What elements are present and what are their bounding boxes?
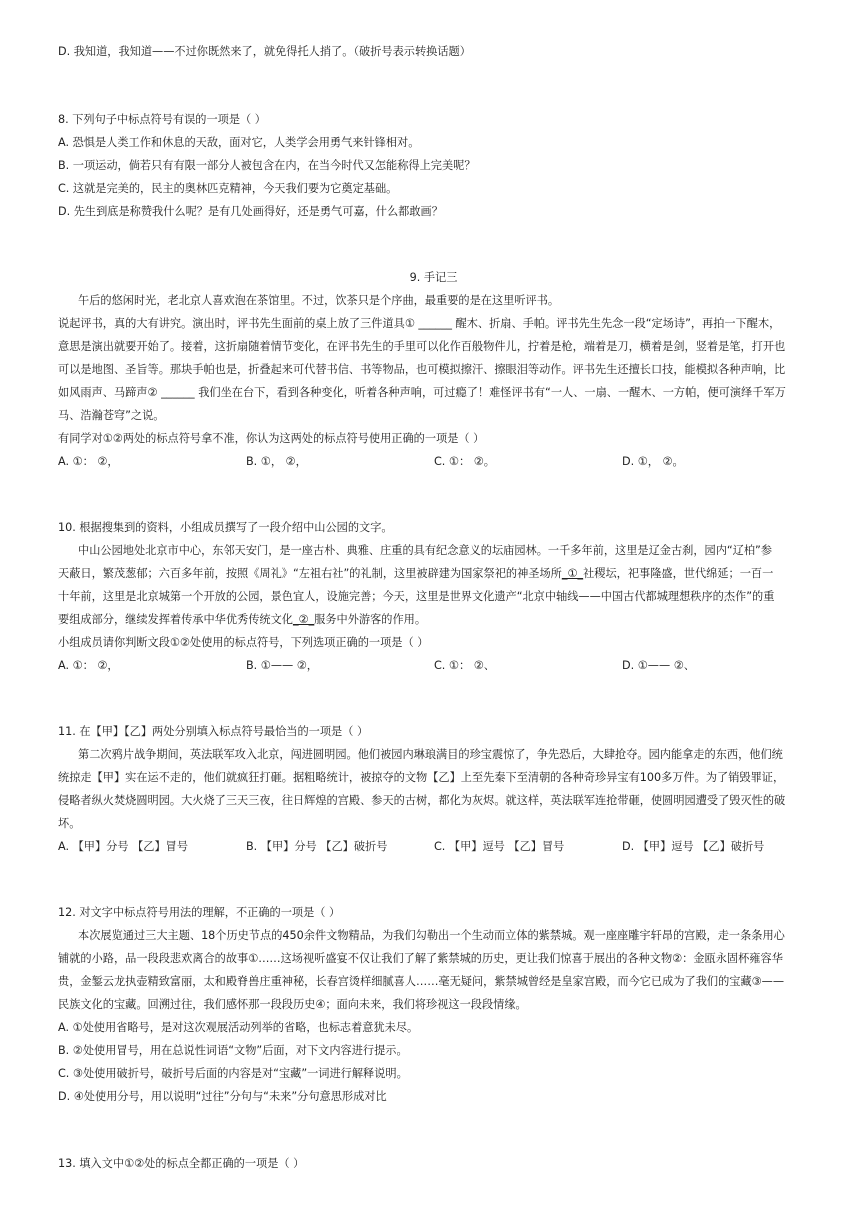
q11-stem: 11. 在【甲】【乙】两处分别填入标点符号最恰当的一项是（ ） — [58, 725, 369, 738]
q8-option-c: C. 这就是完美的，民主的奥林匹克精神，今天我们要为它奠定基础。 — [58, 182, 398, 195]
q11-passage-line-3: 侵略者纵火焚烧圆明园。大火烧了三天三夜，往日辉煌的宫殿、参天的古树，都化为灰烬。就这样，英法联军连抢带砸，使圆明园遭受了毁灭性的破 — [58, 794, 786, 807]
q10-passage-line-4-text-b: 服务中外游客的作用。 — [314, 613, 427, 626]
q12-stem: 12. 对文字中标点符号用法的理解，不正确的一项是（ ） — [58, 906, 341, 919]
q9-option-c: C. ①： ②。 — [434, 455, 495, 468]
q9-paragraph-2-line-4: 如风雨声、马蹄声② ______ 我们坐在台下，看到各种变化，听着各种声响，可过瘾了！难怪评书有“一人、一扇、一醒木、一方帕，便可演绎千军万 — [58, 386, 786, 399]
q12-option-a: A. ①处使用省略号，是对这次观展活动列举的省略，也标志着意犹未尽。 — [58, 1021, 419, 1034]
q10-blank-1: _①_ — [561, 567, 584, 580]
q10-passage-line-4 — [58, 612, 426, 628]
q10-blank-2: _②_ — [292, 613, 315, 626]
q13-stem: 13. 填入文中①②处的标点全都正确的一项是（ ） — [58, 1157, 305, 1170]
q9-paragraph-2-line-5: 马、浩瀚苍穹”之说。 — [58, 409, 165, 422]
q10-passage-line-2-text-a: 天蔽日，繁茂葱郁；六百多年前，按照《周礼》“左祖右社”的礼制，这里被辟建为国家祭祀的神圣场所 — [58, 567, 562, 580]
q10-passage-line-3: 十年前，这里是北京城第一个开放的公园，景色宜人，设施完善；今天，这里是世界文化遗产“北京中轴线——中国古代都城理想秩序的杰作”的重 — [58, 590, 775, 603]
q11-passage-line-1: 第二次鸦片战争期间，英法联军攻入北京，闯进圆明园。他们被园内琳琅满目的珍宝震惊了，争先恐后，大肆抢夺。园内能拿走的东西，他们统 — [78, 748, 783, 761]
q11-option-d: D. 【甲】逗号 【乙】破折号 — [622, 840, 765, 853]
q12-option-b: B. ②处使用冒号，用在总说性词语“文物”后面，对下文内容进行提示。 — [58, 1044, 408, 1057]
q11-passage-line-4: 坏。 — [58, 817, 81, 830]
q9-option-d: D. ①， ②。 — [622, 455, 684, 468]
q9-stem: 有同学对①②两处的标点符号拿不准，你认为这两处的标点符号使用正确的一项是（ ） — [58, 432, 485, 445]
q10-option-a: A. ①： ②， — [58, 659, 119, 672]
q10-passage-line-2 — [58, 566, 773, 582]
q12-option-d: D. ④处使用分号，用以说明“过往”分句与“未来”分句意思形成对比 — [58, 1090, 387, 1103]
q12-passage-line-2: 铺就的小路，品一段段悲欢离合的故事①……这场视听盛宴不仅让我们了解了紫禁城的历史，更让我们惊喜于展出的各种文物②：金瓯永固杯雍容华 — [58, 952, 783, 965]
q8-option-d: D. 先生到底是称赞我什么呢？是有几处画得好，还是勇气可嘉，什么都敢画？ — [58, 205, 443, 218]
q12-passage-line-4: 民族文化的宝藏。回溯过往，我们感怀那一段段历史④；面向未来，我们将珍视这一段段情缘。 — [58, 998, 527, 1011]
option-d-prev: D. 我知道，我知道——不过你既然来了，就免得托人捎了。（破折号表示转换话题） — [58, 45, 471, 58]
q10-option-c: C. ①： ②、 — [434, 659, 495, 672]
q12-passage-line-1: 本次展览通过三大主题、18个历史节点的450余件文物精品，为我们勾勒出一个生动而立体的紫禁城。观一座座雕宇轩昂的宫殿，走一条条用心 — [78, 929, 785, 942]
q10-passage-line-1: 中山公园地处北京市中心，东邻天安门，是一座古朴、典雅、庄重的具有纪念意义的坛庙园林。一千多年前，这里是辽金古刹，园内“辽柏”参 — [78, 544, 773, 557]
q9-paragraph-1: 午后的悠闲时光，老北京人喜欢泡在茶馆里。不过，饮茶只是个序曲，最重要的是在这里听评书。 — [78, 294, 560, 307]
q9-title: 9. 手记三 — [409, 271, 458, 284]
q12-option-c: C. ③处使用破折号，破折号后面的内容是对“宝藏”一词进行解释说明。 — [58, 1067, 408, 1080]
q11-option-c: C. 【甲】逗号 【乙】冒号 — [434, 840, 565, 853]
q11-option-b: B. 【甲】分号 【乙】破折号 — [246, 840, 388, 853]
q10-option-b: B. ①—— ②， — [246, 659, 318, 672]
q11-option-a: A. 【甲】分号 【乙】冒号 — [58, 840, 189, 853]
q9-paragraph-2-line-2: 意思是演出就要开始了。接着，这折扇随着情节变化，在评书先生的手里可以化作百般物件儿，拧着是枪，端着是刀，横着是剑，竖着是笔，打开也 — [58, 340, 786, 353]
q9-paragraph-2-line-1: 说起评书，真的大有讲究。演出时，评书先生面前的桌上放了三件道具① ______ 醒木、折扇、手帕。评书先生先念一段“定场诗”，再拍一下醒木， — [58, 317, 781, 330]
q12-passage-line-3: 贵，金錾云龙执壶精致富丽，太和殿脊兽庄重神秘，长春宫烫样细腻喜人……毫无疑问，紫禁城曾经是皇家宫殿，而今它已成为了我们的宝藏③—— — [58, 975, 785, 988]
q10-option-d: D. ①—— ②、 — [622, 659, 695, 672]
q10-stem: 10. 根据搜集到的资料，小组成员撰写了一段介绍中山公园的文字。 — [58, 521, 393, 534]
q9-option-a: A. ①： ②， — [58, 455, 119, 468]
q9-option-b: B. ①， ②， — [246, 455, 307, 468]
q8-stem: 8. 下列句子中标点符号有误的一项是（ ） — [58, 113, 266, 126]
q10-passage-line-2-text-b: 社稷坛，祀事隆盛，世代绵延；一百一 — [583, 567, 774, 580]
q10-ask: 小组成员请你判断文段①②处使用的标点符号，下列选项正确的一项是（ ） — [58, 636, 429, 649]
q8-option-a: A. 恐惧是人类工作和休息的天敌，面对它，人类学会用勇气来针锋相对。 — [58, 136, 420, 149]
q9-paragraph-2-line-3: 可以是地图、圣旨等。那块手帕也是，折叠起来可代替书信、书等物品，也可模拟擦汗、擦眼泪等动作。评书先生还擅长口技，能模拟各种声响，比 — [58, 363, 786, 376]
q11-passage-line-2: 统掠走【甲】实在运不走的，他们就疯狂打砸。据粗略统计，被掠夺的文物【乙】上至先秦下至清朝的各种奇珍异宝有100多万件。为了销毁罪证， — [58, 771, 785, 784]
q8-option-b: B. 一项运动，倘若只有有限一部分人被包含在内，在当今时代又怎能称得上完美呢？ — [58, 159, 476, 172]
q10-passage-line-4-text-a: 要组成部分，继续发挥着传承中华优秀传统文化 — [58, 613, 293, 626]
